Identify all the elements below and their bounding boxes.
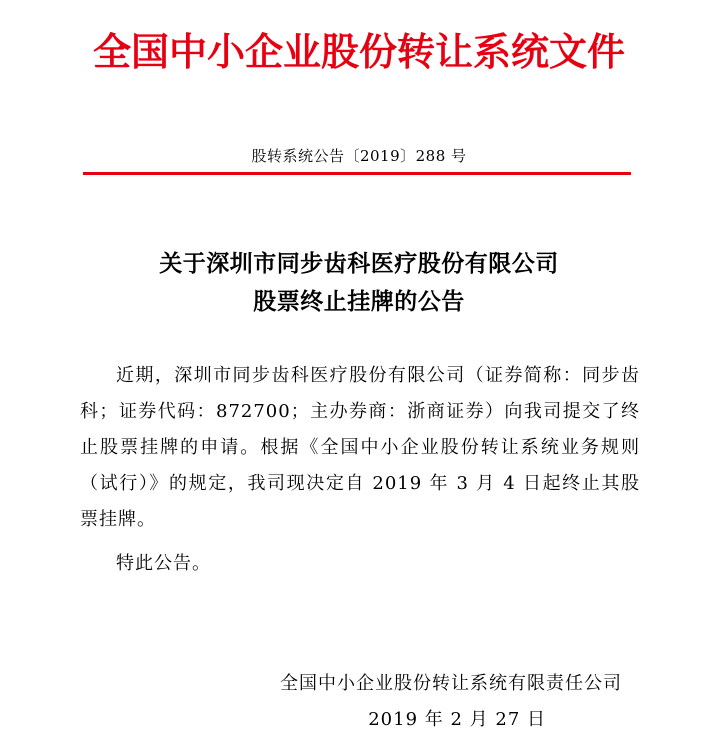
notice-body-paragraph: 近期，深圳市同步齿科医疗股份有限公司（证券简称：同步齿科；证券代码：872700；主办券商：浙商证券）向我司提交了终止股票挂牌的申请。根据《全国中小企业股份转让系统业务规则（试行）》的规定，我司现决定自 2019 年 3 月 4 日起终止其股票挂牌。 [80, 365, 640, 530]
document-header-title: 全国中小企业股份转让系统文件 [92, 29, 625, 74]
signature-date: 2019 年 2 月 27 日 [368, 709, 546, 730]
notice-title-line2: 股票终止挂牌的公告 [253, 288, 465, 315]
notice-title [0, 245, 718, 321]
closing-statement: 特此公告。 [116, 553, 211, 574]
document-number: 股转系统公告〔2019〕288 号 [251, 147, 467, 165]
red-divider-line [83, 172, 631, 175]
signature-organization: 全国中小企业股份转让系统有限责任公司 [280, 673, 622, 694]
notice-title-line1: 关于深圳市同步齿科医疗股份有限公司 [159, 250, 559, 277]
